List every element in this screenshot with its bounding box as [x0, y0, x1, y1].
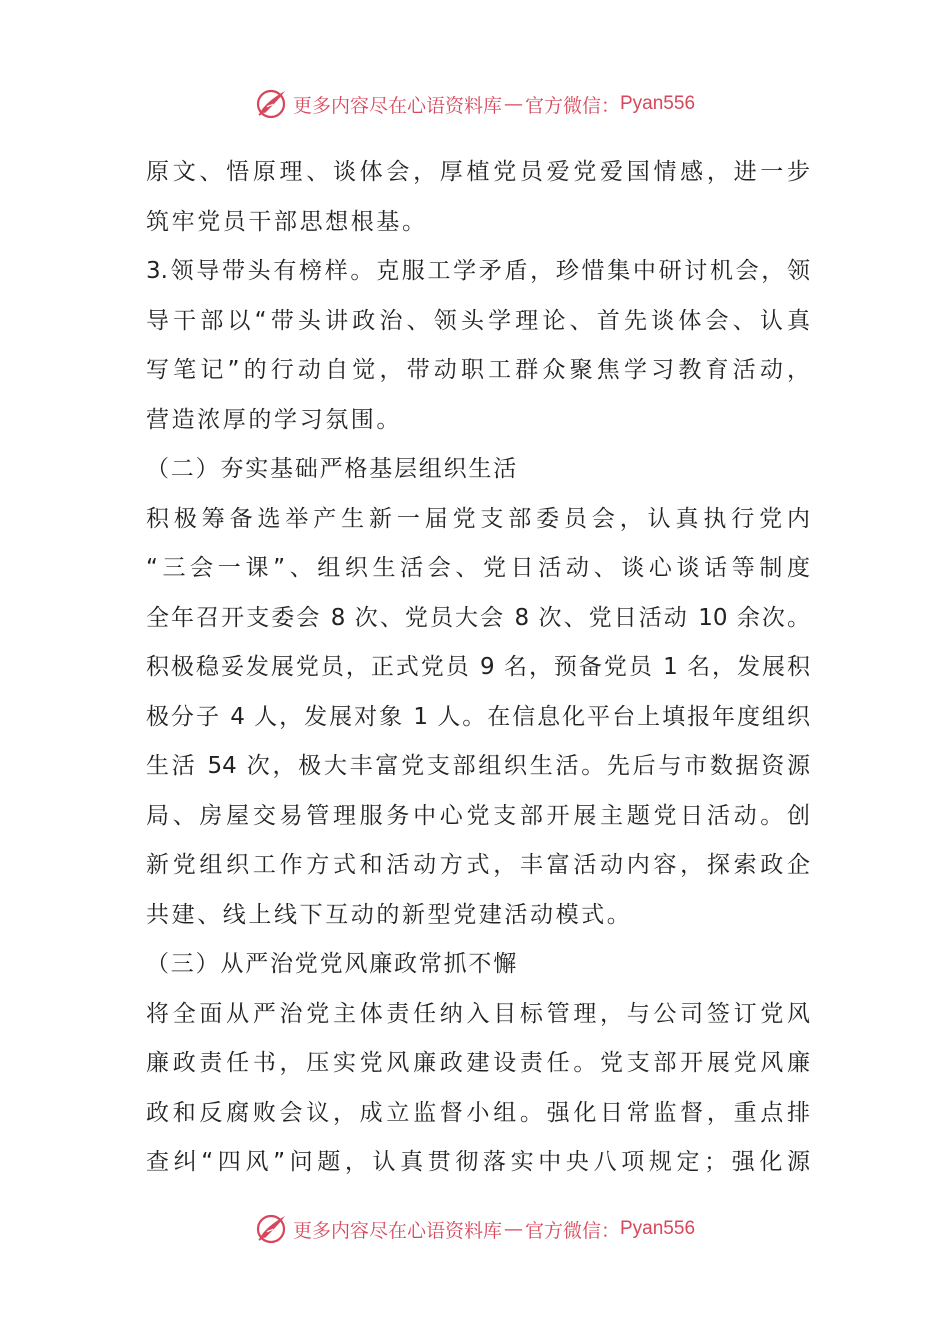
- text-line: 积极筹备选举产生新一届党支部委员会，认真执行党内: [146, 505, 810, 532]
- text-line: 导干部以“带头讲政治、领头学理论、首先谈体会、认真: [146, 307, 810, 334]
- watermark-banner-top: [0, 84, 950, 124]
- text-line: 新党组织工作方式和活动方式，丰富活动内容，探索政企: [146, 852, 810, 878]
- text-line: 查纠“四风”问题，认真贯彻落实中央八项规定；强化源: [146, 1149, 810, 1175]
- document-body: [146, 148, 810, 1188]
- watermark-banner-bottom: [0, 1209, 950, 1249]
- quill-logo-icon: [255, 87, 289, 121]
- text-line: 局、房屋交易管理服务中心党支部开展主题党日活动。创: [146, 802, 810, 829]
- text-line: “三会一课”、组织生活会、党日活动、谈心谈话等制度: [146, 555, 810, 581]
- text-line: 廉政责任书，压实党风廉政建设责任。党支部开展党风廉: [146, 1050, 810, 1076]
- text-line: 3.领导带头有榜样。克服工学矛盾，珍惜集中研讨机会，领: [146, 258, 810, 284]
- watermark-site-text: 更多内容尽在心语资料库: [292, 1219, 502, 1242]
- section-heading: （二）夯实基础严格基层组织生活: [146, 456, 518, 482]
- watermark-wechat-label: 官方微信：: [524, 94, 620, 117]
- text-line: 政和反腐败会议，成立监督小组。强化日常监督，重点排: [146, 1099, 810, 1126]
- watermark-site-text: 更多内容尽在心语资料库: [292, 94, 502, 117]
- text-line: 共建、线上线下互动的新型党建活动模式。: [146, 901, 633, 928]
- watermark-separator: —: [503, 1218, 523, 1240]
- text-line: 营造浓厚的学习氛围。: [146, 406, 402, 433]
- watermark-wechat-id: Pyan556: [620, 93, 696, 114]
- text-line: 筑牢党员干部思想根基。: [146, 208, 428, 235]
- watermark-wechat-label: 官方微信：: [524, 1219, 620, 1242]
- text-line: 全年召开支委会 8 次、党员大会 8 次、党日活动 10 余次。: [146, 604, 810, 631]
- text-line: 写笔记”的行动自觉，带动职工群众聚焦学习教育活动，: [146, 357, 810, 383]
- section-heading: （三）从严治党党风廉政常抓不懈: [146, 951, 518, 977]
- text-line: 将全面从严治党主体责任纳入目标管理，与公司签订党风: [146, 1000, 810, 1027]
- text-line: 极分子 4 人，发展对象 1 人。在信息化平台上填报年度组织: [146, 703, 810, 730]
- watermark-wechat-id: Pyan556: [620, 1218, 696, 1239]
- watermark-separator: —: [503, 93, 523, 115]
- text-line: 原文、悟原理、谈体会，厚植党员爱党爱国情感，进一步: [146, 159, 810, 185]
- text-line: 积极稳妥发展党员，正式党员 9 名，预备党员 1 名，发展积: [146, 654, 810, 680]
- text-line: 生活 54 次，极大丰富党支部组织生活。先后与市数据资源: [146, 753, 810, 779]
- quill-logo-icon: [255, 1212, 289, 1246]
